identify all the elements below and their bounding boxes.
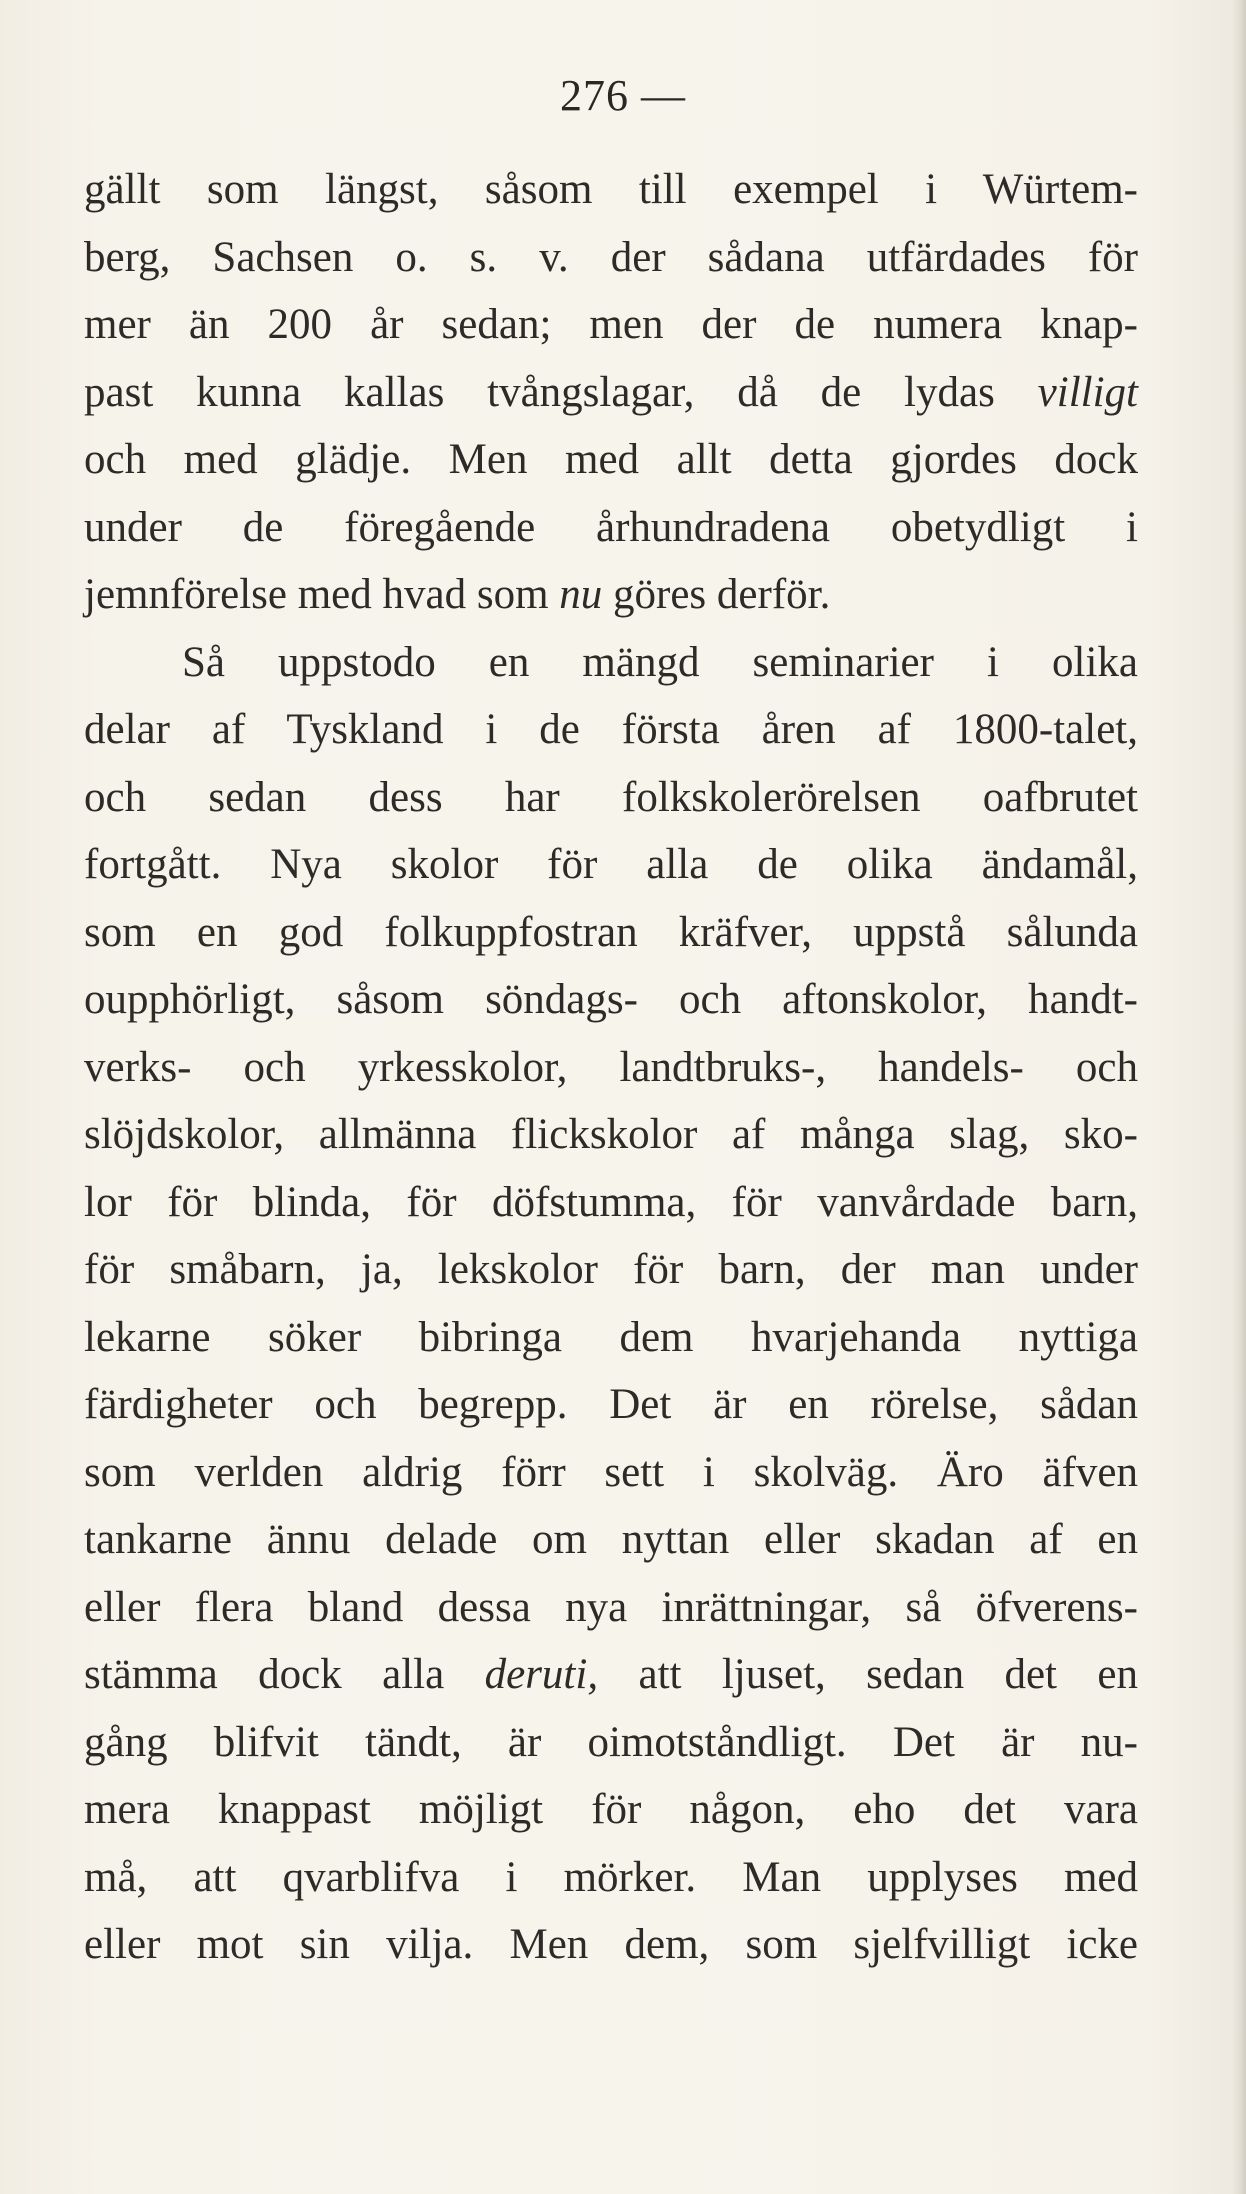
text-segment: past kunna kallas tvångslagar, då de lydas (84, 368, 1038, 416)
text-line: mera knappast möjligt för någon, eho det vara (84, 1786, 1138, 1833)
page-number: 276 — (560, 71, 686, 120)
text-line: lor för blinda, för döfstumma, för vanvårdade barn, (84, 1178, 1138, 1226)
text-line: gång blifvit tändt, är oimotståndligt. Det är nu- (84, 1718, 1138, 1766)
text-line: under de föregående århundradena obetydligt i (84, 503, 1138, 551)
text-line: fortgått. Nya skolor för alla de olika ändamål, (84, 841, 1138, 888)
text-line: delar af Tyskland i de första åren af 1800-talet, (84, 706, 1138, 753)
text-segment: jemnförelse med hvad som (84, 571, 560, 618)
text-line: gällt som längst, såsom till exempel i Würtem- (84, 166, 1138, 213)
text-line (84, 561, 1138, 629)
text-line: som verlden aldrig förr sett i skolväg. Äro äfven (84, 1448, 1138, 1496)
text-line: Så uppstodo en mängd seminarier i olika (182, 638, 1138, 686)
text-line: mer än 200 år sedan; men der de numera knap- (84, 301, 1138, 348)
text-line: för småbarn, ja, lekskolor för barn, der man under (84, 1246, 1138, 1293)
text-line: och sedan dess har folkskolerörelsen oafbrutet (84, 773, 1138, 821)
text-segment: att ljuset, sedan det en (598, 1651, 1138, 1698)
text-line: eller mot sin vilja. Men dem, som sjelfvilligt icke (84, 1921, 1138, 1968)
emphasis-text: deruti, (484, 1651, 599, 1698)
text-line: och med glädje. Men med allt detta gjordes dock (84, 436, 1138, 483)
text-line: slöjdskolor, allmänna flickskolor af många slag, sko- (84, 1111, 1138, 1158)
text-line: må, att qvarblifva i mörker. Man upplyses med (84, 1853, 1138, 1901)
text-line: lekarne söker bibringa dem hvarjehanda nyttiga (84, 1313, 1138, 1361)
text-line: färdigheter och begrepp. Det är en rörelse, sådan (84, 1381, 1138, 1428)
text-segment: göres derför. (602, 571, 831, 618)
text-line: verks- och yrkesskolor, landtbruks-, handels- och (84, 1043, 1138, 1091)
body-text (84, 156, 1138, 1979)
text-line (84, 1641, 1138, 1709)
text-line: eller flera bland dessa nya inrättningar, så öfverens- (84, 1583, 1138, 1631)
text-line: oupphörligt, såsom söndags- och aftonskolor, handt- (84, 976, 1138, 1023)
text-line: som en god folkuppfostran kräfver, uppstå sålunda (84, 908, 1138, 956)
emphasis-text: villigt (1037, 368, 1138, 416)
text-line (84, 359, 1138, 427)
page-edge-shadow (1232, 0, 1246, 2194)
text-segment: stämma dock alla (84, 1651, 485, 1698)
text-line: tankarne ännu delade om nyttan eller skadan af en (84, 1516, 1138, 1563)
emphasis-text: nu (559, 571, 603, 618)
text-line: berg, Sachsen o. s. v. der sådana utfärdades för (84, 233, 1138, 281)
